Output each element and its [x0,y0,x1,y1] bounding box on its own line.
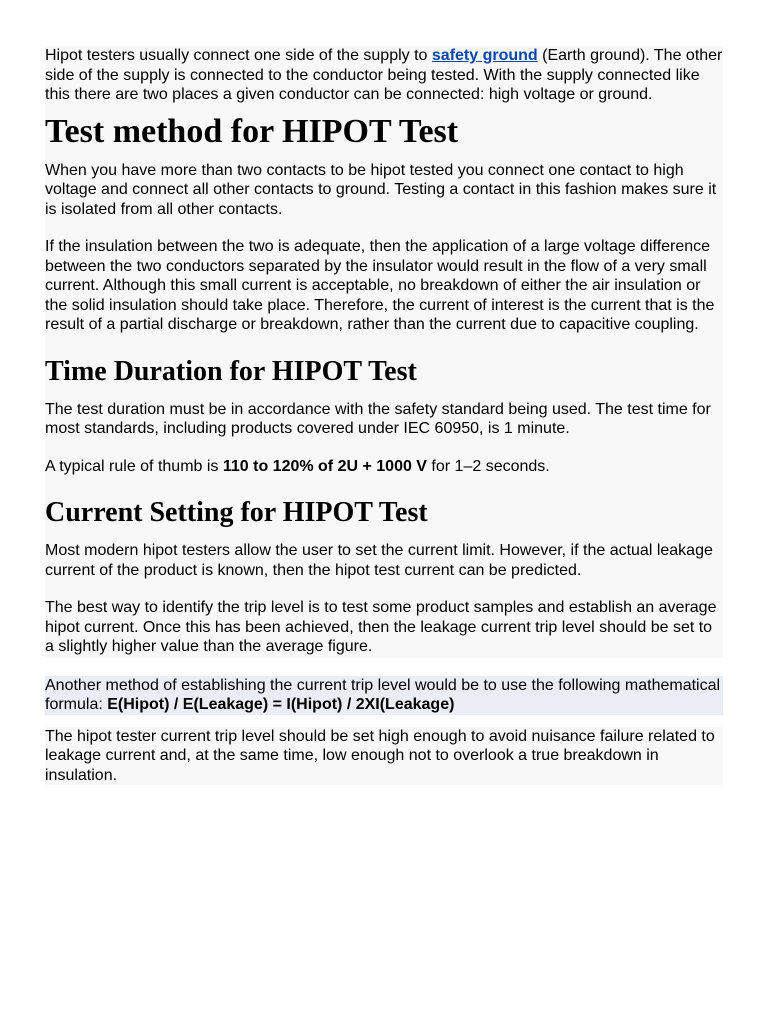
intro-paragraph [45,46,723,105]
duration-paragraph-1: The test duration must be in accordance with the safety standard being used. The test time for most standards, including products covered under IEC 60950, is 1 minute. [45,400,711,437]
heading-current-setting: Current Setting for HIPOT Test [45,497,428,528]
spacer-2 [45,715,723,727]
spacer [45,658,723,676]
rule-text-after: for 1–2 seconds. [426,457,550,475]
heading-time-duration: Time Duration for HIPOT Test [45,355,417,387]
intro-text-after: (Earth ground). The other side of the supply is connected to the conductor being tested. With the supply connected like this there are two places a given conductor can be connected: high voltage or ground. [45,47,723,103]
formula-expression: E(Hipot) / E(Leakage) = I(Hipot) / 2XI(Leakage) [107,696,455,713]
method-paragraph-1: When you have more than two contacts to be hipot tested you connect one contact to high voltage and connect all other contacts to ground. Testing a contact in this fashion makes sure it is isolated from all other contacts. [45,161,717,218]
formula-block [45,676,723,715]
method-paragraph-2: If the insulation between the two is adequate, then the application of a large voltage difference between the two conductors separated by the insulator would result in the flow of a very small current. Although this small current is acceptable, no breakdown of either the air insulation or the solid insulation should take place. Therefore, the current of interest is the current that is the result of a partial discharge or breakdown, rather than the current due to capacitive coupling. [45,238,715,333]
rule-formula: 110 to 120% of 2U + 1000 V [222,457,427,475]
current-paragraph-1: Most modern hipot testers allow the user to set the current limit. However, if the actual leakage current of the product is known, then the hipot test current can be predicted. [45,542,713,579]
formula-text-before: Another method of establishing the current trip level would be to use the following mathematical formula: [45,676,721,713]
final-block [45,727,723,786]
heading-test-method: Test method for HIPOT Test [45,112,459,150]
current-paragraph-2: The best way to identify the trip level is to test some product samples and establish an average hipot current. Once this has been achieved, then the leakage current trip level should be set to a slightly higher value than the average figure. [45,599,717,655]
document-page [45,46,723,785]
safety-ground-link[interactable]: safety ground [431,47,538,64]
intro-text-before: Hipot testers usually connect one side of the supply to [45,47,432,64]
current-paragraph-3: The hipot tester current trip level should be set high enough to avoid nuisance failure related to leakage current and, at the same time, low enough not to overlook a true breakdown in insulation. [45,727,715,784]
rule-text-before: A typical rule of thumb is [45,457,223,475]
formula-paragraph [45,676,723,715]
content-block [45,46,723,658]
rule-of-thumb-paragraph [45,457,723,477]
